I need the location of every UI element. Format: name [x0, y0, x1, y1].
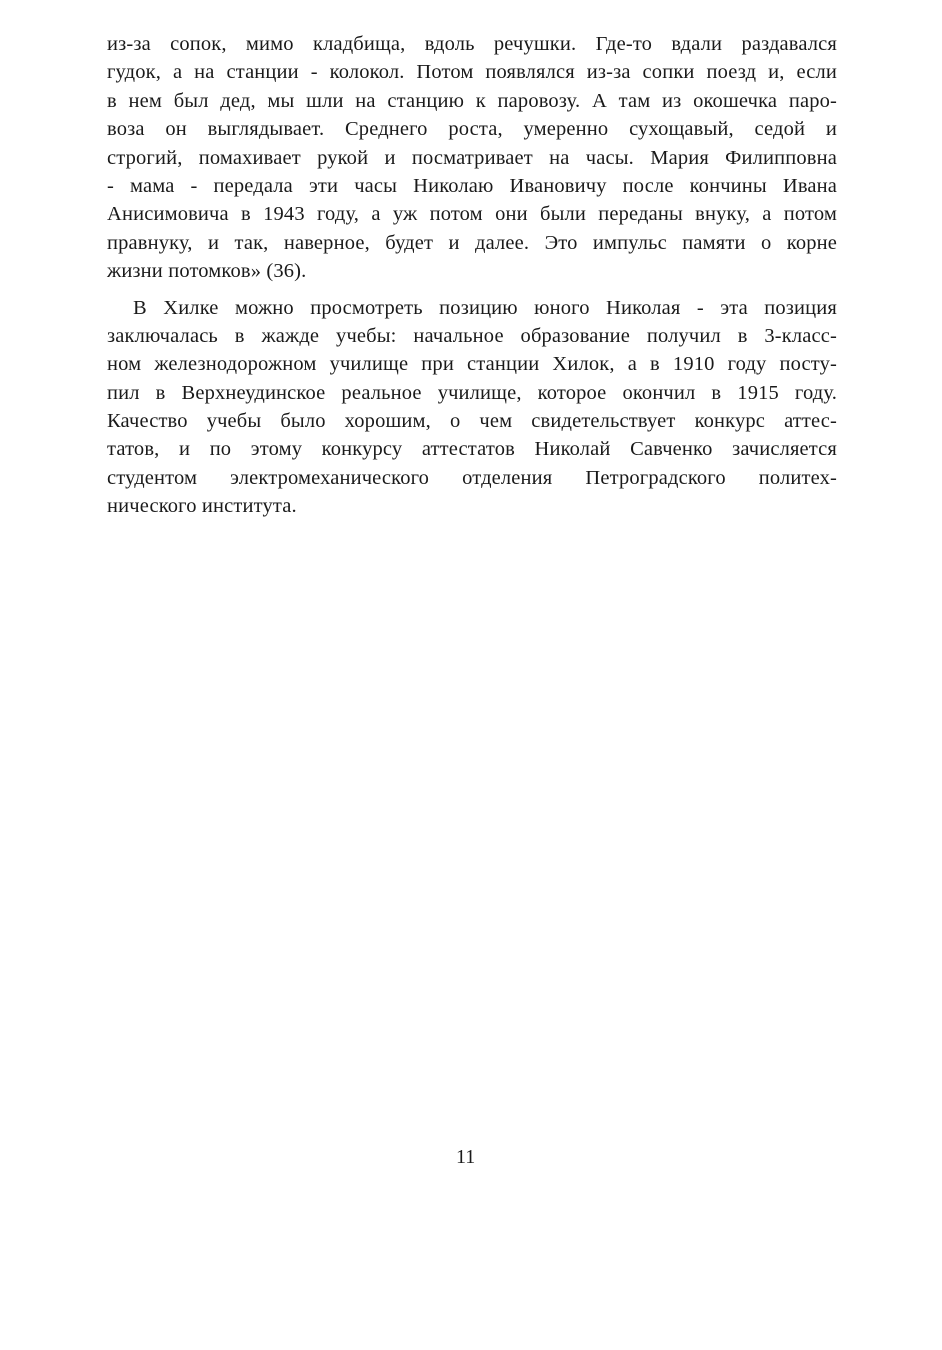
text-line: в нем был дед, мы шли на станцию к паровозу. А там из окошечка паро- [107, 89, 837, 112]
text-line: заключалась в жажде учебы: начальное образование получил в 3-класс- [107, 324, 837, 347]
body-text [107, 30, 837, 521]
text-line: строгий, помахивает рукой и посматривает на часы. Мария Филипповна [107, 146, 837, 169]
text-line: гудок, а на станции - колокол. Потом появлялся из-за сопки поезд и, если [107, 61, 837, 84]
text-line: Анисимовича в 1943 году, а уж потом они были переданы внуку, а потом [107, 203, 837, 226]
paragraph-2 [107, 294, 837, 521]
paragraph-1 [107, 30, 837, 286]
text-line: воза он выглядывает. Среднего роста, умеренно сухощавый, седой и [107, 118, 837, 141]
text-line: ном железнодорожном училище при станции Хилок, а в 1910 году посту- [107, 353, 837, 376]
text-line: татов, и по этому конкурсу аттестатов Николай Савченко зачисляется [107, 438, 837, 461]
text-line: студентом электромеханического отделения Петроградского политех- [107, 466, 837, 489]
text-line: - мама - передала эти часы Николаю Ивановичу после кончины Ивана [107, 174, 837, 197]
text-line: жизни потомков» (36). [107, 260, 307, 283]
text-line: нического института. [107, 495, 297, 518]
text-line: Качество учебы было хорошим, о чем свидетельствует конкурс аттес- [107, 410, 837, 433]
text-line: В Хилке можно просмотреть позицию юного Николая - эта позиция [133, 296, 837, 319]
text-line: пил в Верхнеудинское реальное училище, которое окончил в 1915 году. [107, 381, 837, 404]
text-line: из-за сопок, мимо кладбища, вдоль речушки. Где-то вдали раздавался [107, 33, 837, 55]
text-line: правнуку, и так, наверное, будет и далее. Это импульс памяти о корне [107, 231, 837, 254]
page-number: 11 [456, 1146, 476, 1168]
